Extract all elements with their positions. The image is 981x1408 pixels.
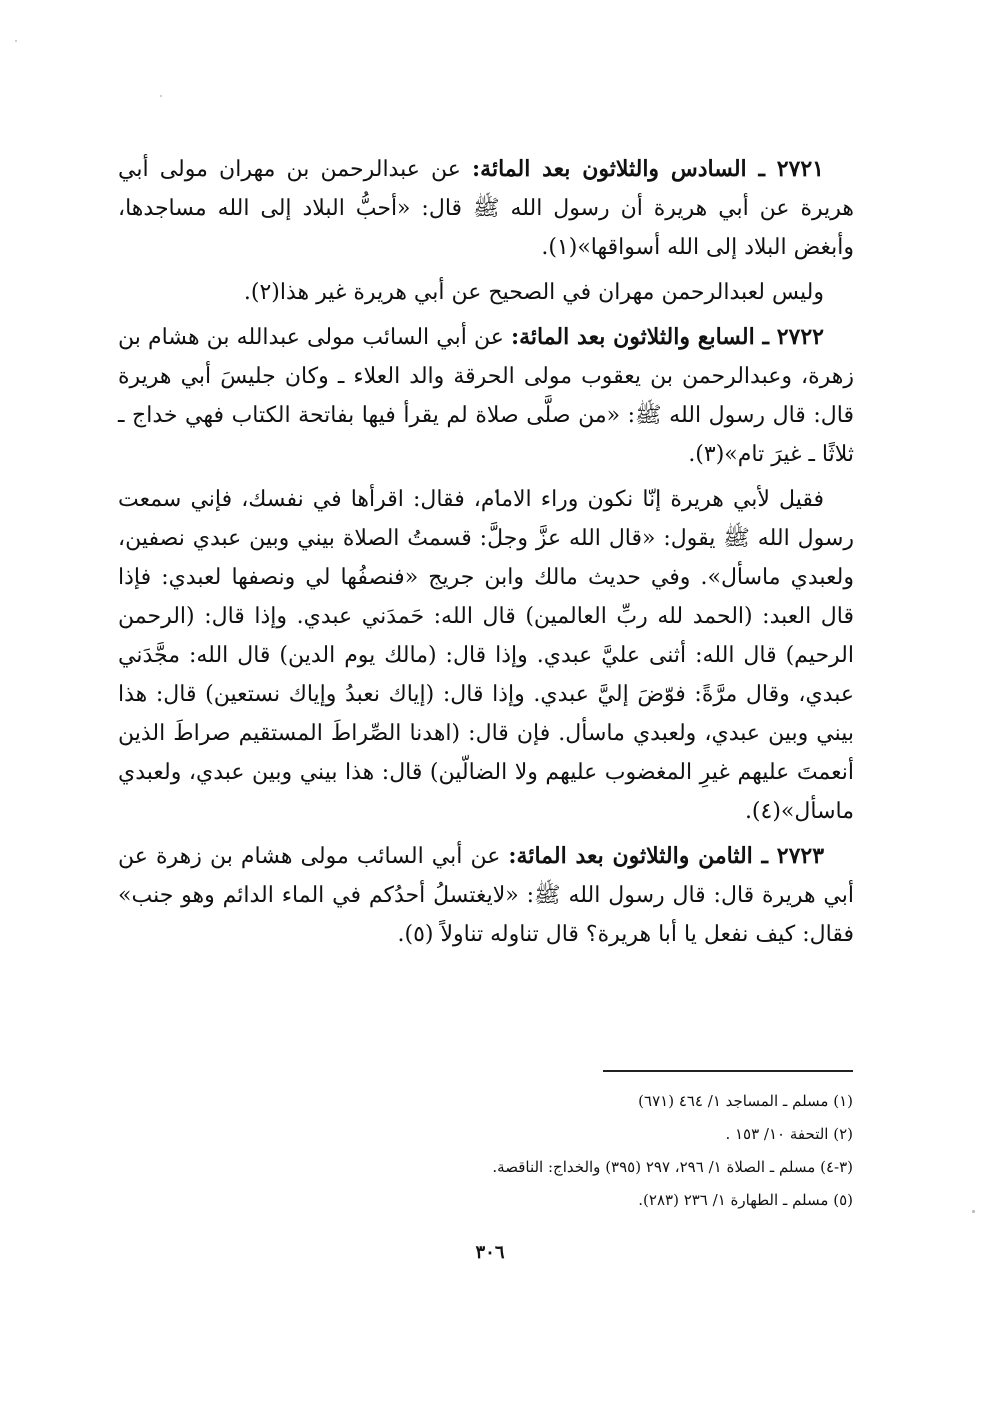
hadith-note: وليس لعبدالرحمن مهران في الصحيح عن أبي هريرة غير هذا(٢).	[243, 280, 824, 305]
scan-speck	[972, 1210, 975, 1213]
hadith-text: عن عبدالرحمن بن مهران مولى أبي هريرة عن أبي هريرة أن رسول الله ﷺ قال: «أحبُّ البلاد إلى الله مساجدها، وأبغض البلاد إلى الله أسواقها»(١).	[118, 157, 854, 260]
scan-speck	[15, 40, 17, 42]
footnote-2: (٢) التحفة ١٠/ ١٥٣ .	[725, 1125, 853, 1143]
hadith-text: عن أبي السائب مولى عبدالله بن هشام بن زهرة، وعبدالرحمن بن يعقوب مولى الحرقة والد العلاء ـ وكان جليسَ أبي هريرة قال: قال رسول الله ﷺ: «من صلَّى صلاة لم يقرأ فيها بفاتحة الكتاب فهي خداج ـ ثلاثًا ـ غيرَ تام»(٣).	[118, 325, 854, 467]
hadith-2722	[118, 318, 854, 474]
main-text	[118, 150, 854, 960]
scan-speck	[160, 95, 162, 97]
page-number: ٣٠٦	[475, 1242, 505, 1263]
footnotes	[300, 1085, 853, 1217]
footnote-5: (٥) مسلم ـ الطهارة ١/ ٢٣٦ (٢٨٣).	[638, 1191, 853, 1209]
hadith-2723	[118, 837, 854, 954]
hadith-heading: ٢٧٢٢ ـ السابع والثلاثون بعد المائة:	[510, 324, 824, 350]
hadith-note: فقيل لأبي هريرة إنّا نكون وراء الامام، فقال: اقرأها في نفسك، فإني سمعت رسول الله ﷺ يقول: «قال الله عزَّ وجلَّ: قسمتُ الصلاة بيني وبين عبدي نصفين، ولعبدي ماسأل». وفي حديث مالك وابن جريج «فنصفُها لي ونصفها لعبدي: فإذا قال العبد: (الحمد لله ربِّ العالمين) قال الله: حَمدَني عبدي. وإذا قال: (الرحمن الرحيم) قال الله: أثنى عليَّ عبدي. وإذا قال: (مالك يوم الدين) قال الله: مجَّدَني عبدي، وقال مرَّةً: فوّضَ إليَّ عبدي. وإذا قال: (إياك نعبدُ وإياك نستعين) قال: هذا بيني وبين عبدي، ولعبدي ماسأل. فإن قال: (اهدنا الصِّراطَ المستقيم صراطَ الذين أنعمتَ عليهم غيرِ المغضوب عليهم ولا الضالّين) قال: هذا بيني وبين عبدي، ولعبدي ماسأل»(٤).	[118, 487, 854, 824]
hadith-text: عن أبي السائب مولى هشام بن زهرة عن أبي هريرة قال: قال رسول الله ﷺ: «لايغتسلُ أحدُكم في الماء الدائم وهو جنب» فقال: كيف نفعل يا أبا هريرة؟ قال تناوله تناولاً (٥).	[118, 844, 854, 947]
hadith-heading: ٢٧٢١ ـ السادس والثلاثون بعد المائة:	[472, 156, 824, 182]
hadith-2721	[118, 150, 854, 267]
footnote-3-4: (٣-٤) مسلم ـ الصلاة ١/ ٢٩٦، ٢٩٧ (٣٩٥) والخداج: الناقصة.	[492, 1158, 853, 1176]
footnote-1: (١) مسلم ـ المساجد ١/ ٤٦٤ (٦٧١)	[638, 1092, 853, 1110]
footnote-divider	[603, 1070, 853, 1072]
hadith-heading: ٢٧٢٣ ـ الثامن والثلاثون بعد المائة:	[508, 843, 825, 869]
